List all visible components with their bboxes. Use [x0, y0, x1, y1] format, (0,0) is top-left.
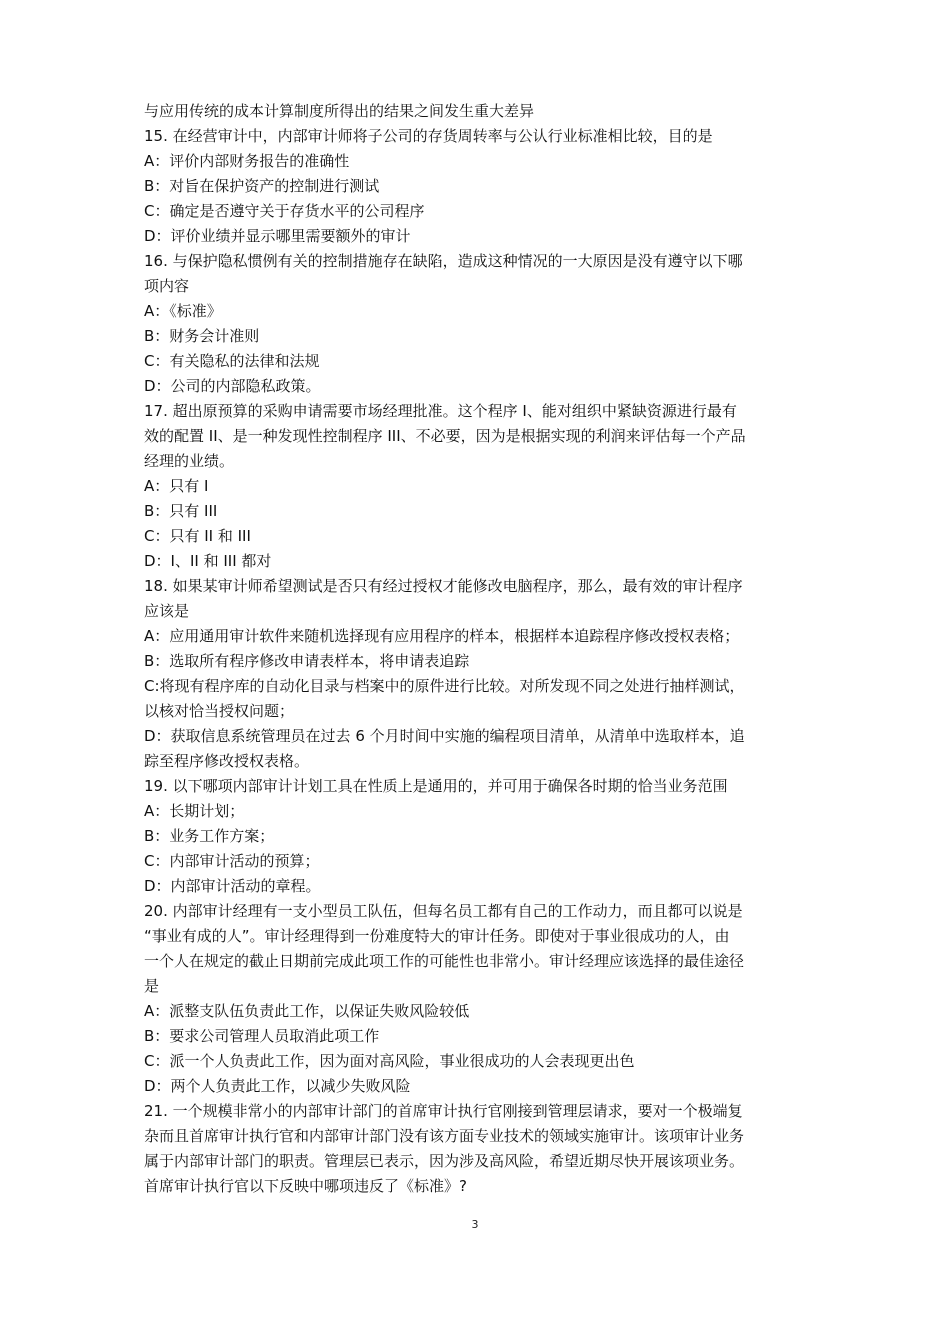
text-line: A：应用通用审计软件来随机选择现有应用程序的样本，根据样本追踪程序修改授权表格；: [144, 627, 740, 645]
text-line: 17. 超出原预算的采购申请需要市场经理批准。这个程序 I、能对组织中紧缺资源进行最有: [144, 402, 737, 420]
text-line: 应该是: [144, 602, 190, 620]
text-line: 21. 一个规模非常小的内部审计部门的首席审计执行官刚接到管理层请求，要对一个极端复: [144, 1102, 743, 1120]
text-line: D：两个人负责此工作，以减少失败风险: [144, 1077, 411, 1095]
text-line: 经理的业绩。: [144, 452, 235, 470]
text-line: A：派整支队伍负责此工作，以保证失败风险较低: [144, 1002, 470, 1020]
text-line: 20. 内部审计经理有一支小型员工队伍，但每名员工都有自己的工作动力，而且都可以说是: [144, 902, 743, 920]
text-line: 项内容: [144, 277, 190, 295]
text-line: A：长期计划；: [144, 802, 245, 820]
text-line: 与应用传统的成本计算制度所得出的结果之间发生重大差异: [144, 102, 535, 120]
text-line: B：业务工作方案；: [144, 827, 275, 845]
text-line: D：获取信息系统管理员在过去 6 个月时间中实施的编程项目清单，从清单中选取样本，追: [144, 727, 745, 745]
text-line: B：选取所有程序修改申请表样本，将申请表追踪: [144, 652, 470, 670]
text-line: C：确定是否遵守关于存货水平的公司程序: [144, 202, 425, 220]
text-line: 杂而且首席审计执行官和内部审计部门没有该方面专业技术的领域实施审计。该项审计业务: [144, 1127, 745, 1145]
text-line: B：财务会计准则: [144, 327, 260, 345]
text-line: B：要求公司管理人员取消此项工作: [144, 1027, 380, 1045]
text-line: 首席审计执行官以下反映中哪项违反了《标准》?: [144, 1177, 467, 1195]
text-line: C：有关隐私的法律和法规: [144, 352, 320, 370]
text-line: 15. 在经营审计中，内部审计师将子公司的存货周转率与公认行业标准相比较，目的是: [144, 127, 713, 145]
text-line: 一个人在规定的截止日期前完成此项工作的可能性也非常小。审计经理应该选择的最佳途径: [144, 952, 745, 970]
text-line: C：只有 II 和 III: [144, 527, 251, 545]
text-line: A：评价内部财务报告的准确性: [144, 152, 350, 170]
text-line: 属于内部审计部门的职责。管理层已表示，因为涉及高风险，希望近期尽快开展该项业务。: [144, 1152, 745, 1170]
text-line: 19. 以下哪项内部审计计划工具在性质上是通用的，并可用于确保各时期的恰当业务范围: [144, 777, 728, 795]
text-line: C：派一个人负责此工作，因为面对高风险，事业很成功的人会表现更出色: [144, 1052, 635, 1070]
text-line: 以核对恰当授权问题；: [144, 702, 295, 720]
text-line: 效的配置 II、是一种发现性控制程序 III、不必要，因为是根据实现的利润来评估每一个产品: [144, 427, 746, 445]
text-line: A：《标准》: [144, 302, 222, 320]
page-body: [144, 99, 809, 1199]
text-line: 18. 如果某审计师希望测试是否只有经过授权才能修改电脑程序，那么，最有效的审计程序: [144, 577, 743, 595]
text-line: D：内部审计活动的章程。: [144, 877, 321, 895]
text-line: “事业有成的人”。审计经理得到一份难度特大的审计任务。即使对于事业很成功的人，由: [144, 927, 730, 945]
text-line: 踪至程序修改授权表格。: [144, 752, 310, 770]
text-line: D：公司的内部隐私政策。: [144, 377, 321, 395]
text-line: 16. 与保护隐私惯例有关的控制措施存在缺陷，造成这种情况的一大原因是没有遵守以下哪: [144, 252, 743, 270]
page-number: 3: [471, 1218, 479, 1231]
text-line: D：评价业绩并显示哪里需要额外的审计: [144, 227, 411, 245]
text-line: B：对旨在保护资产的控制进行测试: [144, 177, 380, 195]
text-line: B：只有 III: [144, 502, 218, 520]
text-line: C：内部审计活动的预算；: [144, 852, 320, 870]
text-line: D：I、II 和 III 都对: [144, 552, 272, 570]
text-line: C:将现有程序库的自动化目录与档案中的原件进行比较。对所发现不同之处进行抽样测试，: [144, 677, 745, 695]
text-line: A：只有 I: [144, 477, 209, 495]
text-line: 是: [144, 977, 160, 995]
